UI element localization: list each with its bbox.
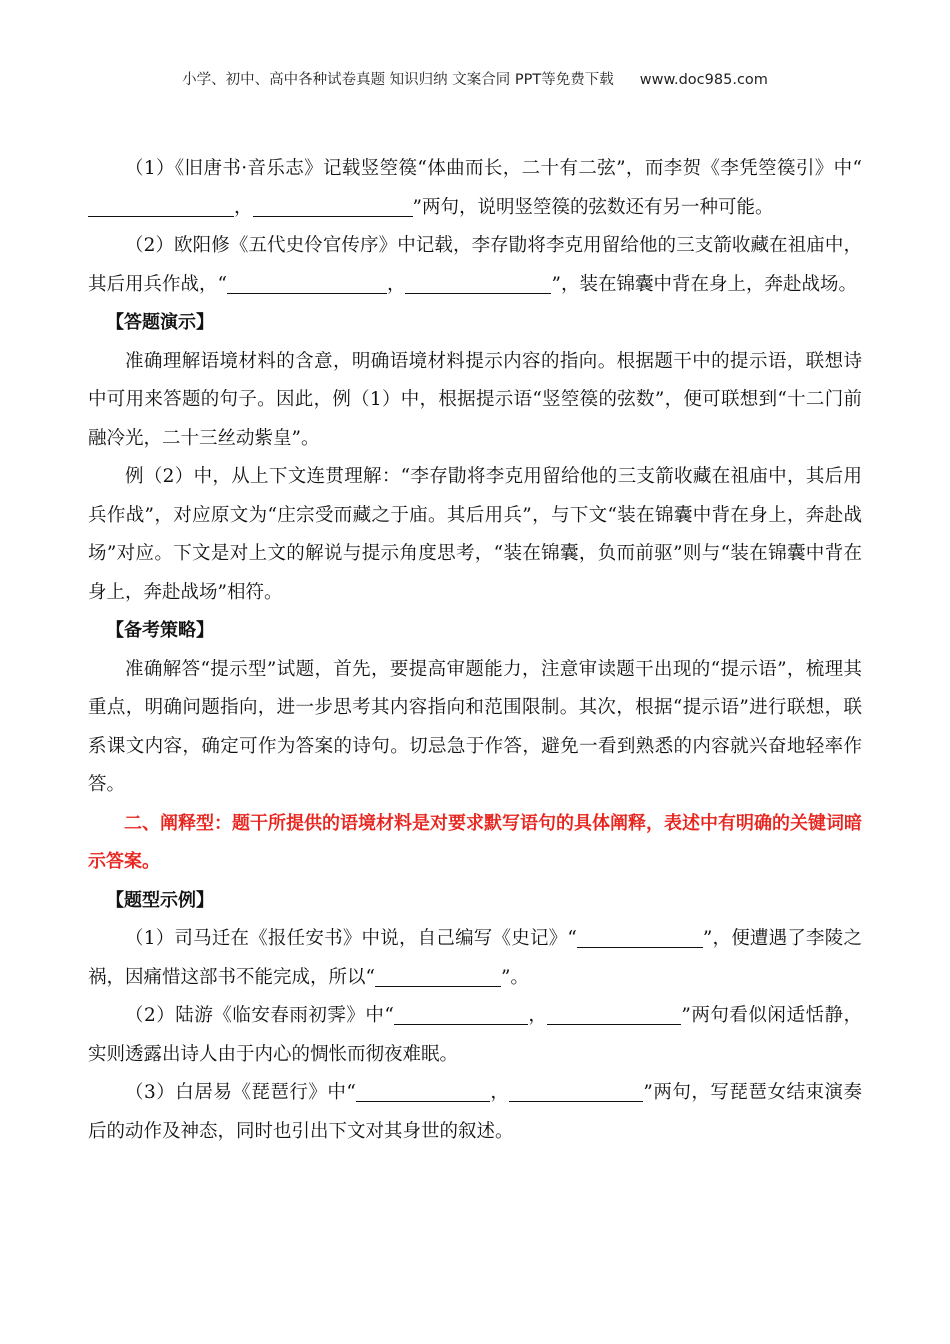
answer-blank[interactable]: [577, 925, 703, 948]
strategy-paragraph: 准确解答“提示型”试题，首先，要提高审题能力，注意审读题干出现的“提示语”，梳理其重点，明确问题指向，进一步思考其内容指向和范围限制。其次，根据“提示语”进行联想，联系课文内容，确定可作为答案的诗句。切忌急于作答，避免一看到熟悉的内容就兴奋地轻率作答。: [88, 658, 862, 795]
question-2-3: （3）白居易《琵琶行》中“ ， ”两句，写琵琶女结束演奏后的动作及神态，同时也引出下文对其身世的叙述。: [88, 1074, 862, 1151]
answer-blank[interactable]: [375, 964, 501, 987]
question-1-1: （1）《旧唐书·音乐志》记载竖箜篌“体曲而长，二十有二弦”，而李贺《李凭箜篌引》中“， ”两句，说明竖箜篌的弦数还有另一种可能。: [88, 150, 862, 227]
section-2-title: 二、阐释型：题干所提供的语境材料是对要求默写语句的具体阐释，表述中有明确的关键词暗示答案。: [88, 812, 862, 872]
answer-blank[interactable]: [88, 194, 234, 217]
answer-blank[interactable]: [253, 194, 413, 217]
document-body: [88, 150, 862, 1151]
answer-blank[interactable]: [547, 1002, 681, 1025]
demo-paragraph-1: 准确理解语境材料的含意，明确语境材料提示内容的指向。根据题干中的提示语，联想诗中可用来答题的句子。因此，例（1）中，根据提示语“竖箜篌的弦数”，便可联想到“十二门前融冷光，二十三丝动紫皇”。: [88, 350, 862, 449]
answer-blank[interactable]: [394, 1002, 528, 1025]
heading-demo: 【答题演示】: [106, 312, 214, 333]
question-1-2: （2）欧阳修《五代史伶官传序》中记载，李存勖将李克用留给他的三支箭收藏在祖庙中，其后用兵作战，“ ， ”，装在锦囊中背在身上，奔赴战场。: [88, 235, 862, 295]
answer-blank[interactable]: [509, 1079, 643, 1102]
question-2-1: （1）司马迁在《报任安书》中说，自己编写《史记》“ ”，便遭遇了李陵之祸，因痛惜这部书不能完成，所以“ ”。: [88, 920, 862, 997]
question-2-2: （2）陆游《临安春雨初霁》中“ ， ”两句看似闲适恬静，实则透露出诗人由于内心的惆怅而彻夜难眠。: [88, 997, 862, 1074]
demo-paragraph-2: 例（2）中，从上下文连贯理解：“李存勖将李克用留给他的三支箭收藏在祖庙中，其后用兵作战”，对应原文为“庄宗受而藏之于庙。其后用兵”，与下文“装在锦囊中背在身上，奔赴战场”对应。下文是对上文的解说与提示角度思考，“装在锦囊，负而前驱”则与“装在锦囊中背在身上，奔赴战场”相符。: [88, 466, 862, 603]
answer-blank[interactable]: [227, 271, 387, 294]
heading-strategy: 【备考策略】: [106, 620, 214, 641]
header-text: 小学、初中、高中各种试卷真题 知识归纳 文案合同 PPT等免费下载: [182, 72, 614, 88]
answer-blank[interactable]: [356, 1079, 490, 1102]
header-site-link[interactable]: www.doc985.com: [639, 72, 768, 88]
page-header: [0, 68, 950, 89]
answer-blank[interactable]: [405, 271, 551, 294]
heading-examples: 【题型示例】: [106, 889, 214, 911]
